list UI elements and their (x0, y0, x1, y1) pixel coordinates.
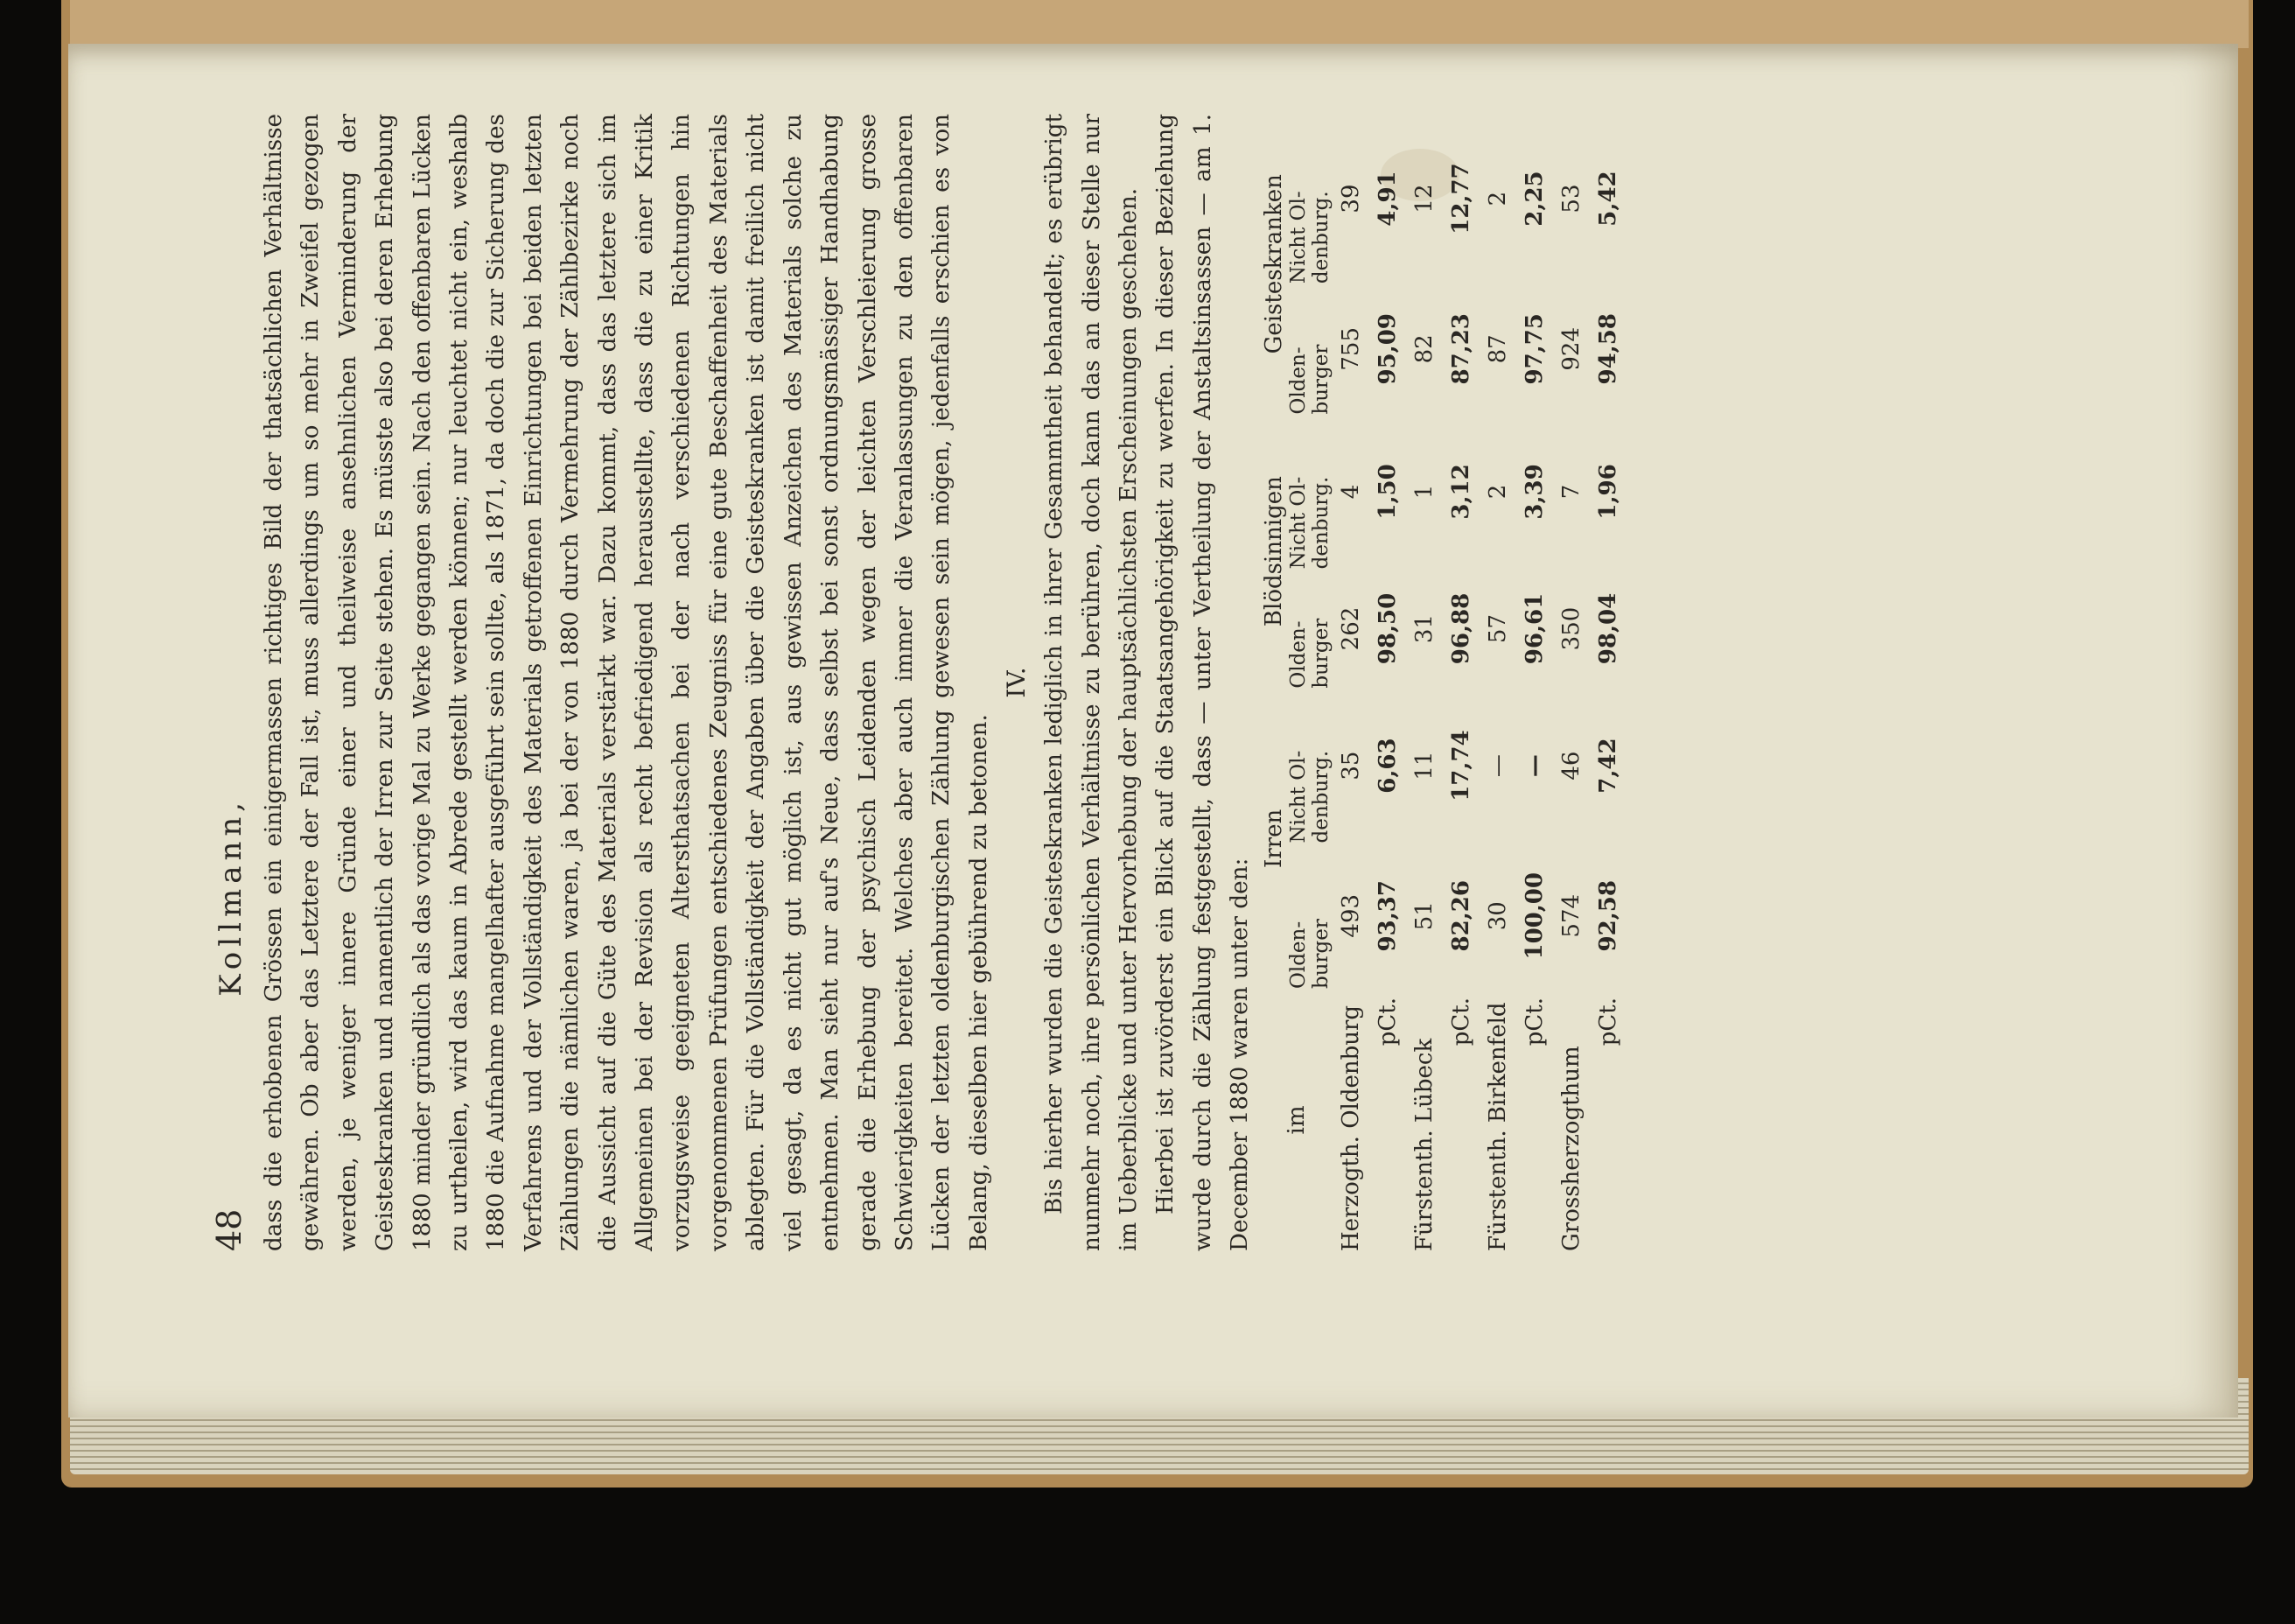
table-cell: 2 (1484, 191, 1511, 206)
table-cell: 1,50 (1374, 464, 1401, 520)
page-header (210, 114, 255, 1251)
table-cell: 35 (1337, 751, 1364, 780)
table-column-header: Olden- burger (1286, 618, 1333, 689)
table-cell: 3,12 (1447, 464, 1474, 520)
table-row-label: pCt. (1374, 998, 1401, 1046)
table-cell: 12 (1410, 184, 1438, 214)
table-row (1443, 114, 1480, 1251)
table-cell: 53 (1557, 184, 1585, 214)
table-cell: 57 (1484, 613, 1511, 644)
table-group-header: Geisteskranken (1260, 174, 1287, 354)
table-row-label: Herzogth. Oldenburg (1337, 1004, 1364, 1251)
table-cell: 98,04 (1594, 592, 1621, 665)
table-cell: 493 (1337, 893, 1364, 938)
table-column-header: Olden- burger (1286, 919, 1333, 989)
table-row (1590, 114, 1627, 1251)
table-cell: 82 (1410, 334, 1438, 364)
table-cell: 6,63 (1374, 738, 1401, 794)
table-header-row (1261, 114, 1287, 1251)
table-cell: 94,58 (1594, 313, 1621, 385)
table-cell: 31 (1410, 613, 1438, 644)
table-cell: 1,96 (1594, 464, 1621, 520)
table-row (1553, 114, 1590, 1251)
table-cell: 92,58 (1594, 880, 1621, 952)
table-cell: — (1521, 754, 1548, 778)
table-cell: 97,75 (1521, 313, 1548, 385)
book-top-edge (70, 0, 2249, 48)
table-stub-header: im (1283, 1105, 1310, 1135)
table-column-header: Nicht Ol- denburg. (1286, 750, 1333, 844)
table-cell: 87 (1484, 334, 1511, 364)
table-column-header: Nicht Ol- denburg. (1286, 191, 1333, 284)
table-group-header: Blödsinnigen (1260, 476, 1287, 627)
section-title: IV. (1002, 667, 1032, 698)
table-cell: 7,42 (1594, 738, 1621, 794)
table-cell: 17,74 (1447, 730, 1474, 802)
table-row (1333, 114, 1369, 1251)
body-paragraph: Hierbei ist zuvörderst ein Blick auf die Staatsangehörigkeit zu werfen. In dieser Beziehung wurde durch die Zählung festgestellt, dass — unter Vertheilung der Anstaltsinsassen — am 1. December 1880 waren unter den: (1152, 114, 1254, 1251)
table-cell: 39 (1337, 184, 1364, 214)
running-head: Kollmann, (213, 796, 248, 997)
table-cell: 5,42 (1594, 171, 1621, 227)
table-row (1369, 114, 1406, 1251)
table-row (1516, 114, 1553, 1251)
table-cell: 96,61 (1521, 592, 1548, 665)
table-cell: 3,39 (1521, 464, 1548, 520)
table-cell: 4 (1337, 484, 1364, 500)
statistics-table (1261, 114, 1627, 1251)
table-group-header: Irren (1260, 808, 1287, 868)
table-cell: 30 (1484, 901, 1511, 931)
table-cell: — (1484, 754, 1511, 778)
page-number: 48 (210, 1208, 248, 1251)
table-cell: 95,09 (1374, 313, 1401, 385)
table-row-label: pCt. (1521, 998, 1548, 1046)
table-cell: 51 (1410, 901, 1438, 931)
table-cell: 574 (1557, 893, 1585, 938)
table-cell: 924 (1557, 326, 1585, 371)
table-cell: 93,37 (1374, 880, 1401, 952)
table-row-label: Fürstenth. Lübeck (1410, 1038, 1438, 1251)
table-cell: 4,91 (1374, 171, 1401, 227)
table-cell: 46 (1557, 751, 1585, 780)
table-cell: 82,26 (1447, 880, 1474, 952)
rotated-page-text (210, 114, 1627, 1251)
table-row-label: Fürstenth. Birkenfeld (1484, 1002, 1511, 1251)
table-row-label: Grossherzogthum (1557, 1046, 1585, 1251)
table-cell: 87,23 (1447, 313, 1474, 385)
body-paragraph: Bis hierher wurden die Geisteskranken lediglich in ihrer Gesammtheit behandelt; es erübrigt nunmehr noch, ihre persönlichen Verhältnisse zu berühren, doch kann das an dieser Stelle nur im Ueberblicke und unter Hervorhebung der hauptsächlichsten Erscheinungen geschehen. (1041, 114, 1142, 1251)
table-column-header: Olden- burger (1286, 344, 1333, 415)
table-cell: 12,77 (1447, 163, 1474, 234)
table-column-header: Nicht Ol- denburg. (1286, 476, 1333, 570)
table-row (1406, 114, 1443, 1251)
table-cell: 262 (1337, 606, 1364, 651)
table-cell: 2 (1484, 484, 1511, 500)
table-cell: 755 (1337, 326, 1364, 371)
table-cell: 11 (1410, 751, 1438, 780)
table-cell: 2,25 (1521, 171, 1548, 227)
body-paragraph: dass die erhobenen Grössen ein einigermassen richtiges Bild der thatsächlichen Verhältnisse gewähren. Ob aber das Letztere der Fall ist, muss allerdings um so mehr in Zweifel gezogen werden, je weniger innere Gründe einer und theilweise ansehnlichen Verminderung der Geisteskranken und namentlich der Irren zur Seite stehen. Es müsste also bei deren Erhebung 1880 minder gründlich als das vorige Mal zu Werke gegangen sein. Nach den offenbaren Lücken zu urtheilen, wird das kaum in Abrede gestellt werden können; nur leuchtet nicht ein, weshalb 1880 die Aufnahme mangelhafter ausgeführt sein sollte, als 1871, da doch die zur Sicherung des Verfahrens und der Vollständigkeit des Materials getroffenen Einrichtungen bei beiden letzten Zählungen die nämlichen waren, ja bei der von 1880 durch Vermehrung der Zählbezirke noch die Aussicht auf die Güte des Materials verstärkt war. Dazu kommt, dass das letztere sich im Allgemeinen bei der Revision als recht befriedigend herausstellte, dass die zu einer Kritik vorzugsweise geeigneten Altersthatsachen bei der nach verschiedenen Richtungen hin vorgenommenen Prüfungen entschiedenes Zeugniss für eine gute Beschaffenheit des Materials ablegten. Für die Vollständigkeit der Angaben über die Geisteskranken ist damit freilich nicht viel gesagt, da es nicht gut möglich ist, aus gewissen Anzeichen des Materials solche zu entnehmen. Man sieht nur auf's Neue, dass selbst bei sonst ordnungsmässiger Handhabung gerade die Erhebung der psychisch Leidenden wegen der leichten Verschleierung grosse Schwierigkeiten bereitet. Welches aber auch immer die Veranlassungen zu den offenbaren Lücken der letzten oldenburgischen Zählung gewesen sein mögen, jedenfalls erschien es von Belang, dieselben hier gebührend zu betonen. (261, 114, 992, 1251)
table-cell: 7 (1557, 484, 1585, 500)
table-row (1480, 114, 1516, 1251)
table-cell: 100,00 (1521, 872, 1548, 960)
table-cell: 98,50 (1374, 592, 1401, 665)
table-cell: 1 (1410, 484, 1438, 500)
table-cell: 350 (1557, 606, 1585, 651)
table-row-label: pCt. (1447, 998, 1474, 1046)
table-row-label: pCt. (1594, 998, 1621, 1046)
table-cell: 96,88 (1447, 592, 1474, 665)
